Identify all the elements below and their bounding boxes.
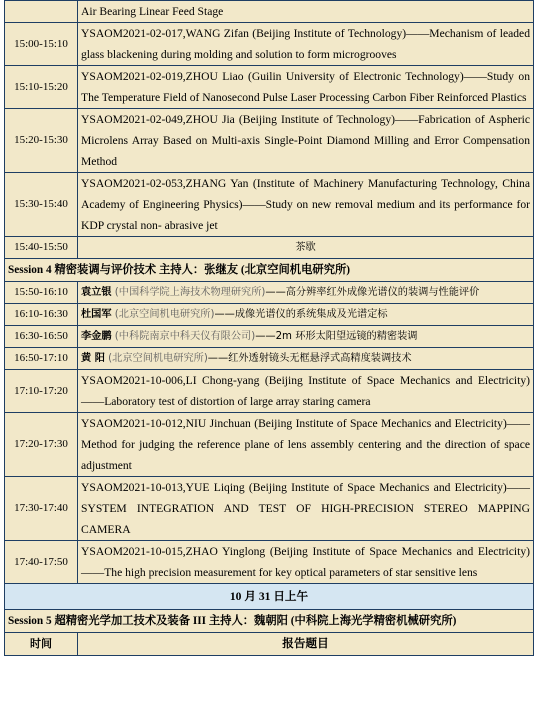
talk-title xyxy=(78,326,534,348)
schedule-table xyxy=(4,0,534,656)
speaker-affiliation: (中国科学院上海技术物理研究所) xyxy=(111,287,266,298)
talk-title: YSAOM2021-10-012,NIU Jinchuan (Beijing Institute of Space Mechanics and Electricity)——Method for judging the reference plane of lens assembly centering and the direction of space adjustment xyxy=(78,413,534,477)
talk-title-cell: Air Bearing Linear Feed Stage xyxy=(78,1,534,23)
talk-row xyxy=(5,326,534,348)
talk-title: YSAOM2021-02-049,ZHOU Jia (Beijing Institute of Technology)——Fabrication of Aspheric Microlens Array Based on Multi-axis Single-Point Diamond Milling and Error Compensation Method xyxy=(78,109,534,173)
header-topic: 报告题目 xyxy=(78,633,534,656)
header-time: 时间 xyxy=(5,633,78,656)
talk-title: YSAOM2021-10-013,YUE Liqing (Beijing Institute of Space Mechanics and Electricity)——SYSTEM INTEGRATION AND TEST OF HIGH-PRECISION STEREO MAPPING CAMERA xyxy=(78,477,534,541)
talk-row xyxy=(5,477,534,541)
day-label: 10 月 31 日上午 xyxy=(5,584,534,610)
table-header-row xyxy=(5,633,534,656)
speaker-name: 杜国军 xyxy=(81,309,112,320)
session-5-row xyxy=(5,610,534,633)
talk-title: YSAOM2021-02-019,ZHOU Liao (Guilin University of Electronic Technology)——Study on The Temperature Field of Nanosecond Pulse Laser Processing Carbon Fiber Reinforced Plastics xyxy=(78,66,534,109)
time-cell xyxy=(5,1,78,23)
speaker-affiliation: (中科院南京中科天仪有限公司) xyxy=(111,331,256,342)
talk-group-chinese xyxy=(5,282,534,370)
speaker-affiliation: (北京空间机电研究所) xyxy=(111,309,215,320)
talk-title: YSAOM2021-02-017,WANG Zifan (Beijing Institute of Technology)——Mechanism of leaded glass blackening during molding and solution to form microgrooves xyxy=(78,23,534,66)
talk-time: 15:50-16:10 xyxy=(5,282,78,304)
talk-row xyxy=(5,109,534,173)
schedule-row-continued xyxy=(5,1,534,23)
talk-row xyxy=(5,348,534,370)
talk-time: 16:30-16:50 xyxy=(5,326,78,348)
talk-topic: ——红外透射镜头无框悬浮式高精度装调技术 xyxy=(207,353,412,364)
talk-title xyxy=(78,282,534,304)
talk-row xyxy=(5,66,534,109)
session-5-title: Session 5 超精密光学加工技术及装备 III 主持人：魏朝阳 (中科院上海光学精密机械研究所) xyxy=(5,610,534,633)
talk-time: 15:20-15:30 xyxy=(5,109,78,173)
talk-row xyxy=(5,370,534,413)
talk-title xyxy=(78,348,534,370)
talk-topic: ——成像光谱仪的系统集成及光谱定标 xyxy=(214,309,388,320)
talk-group-english-2 xyxy=(5,370,534,584)
talk-title xyxy=(78,304,534,326)
talk-time: 15:30-15:40 xyxy=(5,173,78,237)
break-label: 茶歇 xyxy=(78,237,534,259)
talk-time: 17:30-17:40 xyxy=(5,477,78,541)
break-row xyxy=(5,237,534,259)
talk-time: 17:20-17:30 xyxy=(5,413,78,477)
talk-title: YSAOM2021-02-053,ZHANG Yan (Institute of Machinery Manufacturing Technology, China Academy of Engineering Physics)——Study on new removal medium and its performance for KDP crystal non- abrasive jet xyxy=(78,173,534,237)
talk-title: YSAOM2021-10-015,ZHAO Yinglong (Beijing Institute of Space Mechanics and Electricity)——The high precision measurement for key optical parameters of star sensitive lens xyxy=(78,541,534,584)
talk-topic: ——2m 环形太阳望远镜的精密装调 xyxy=(255,331,418,342)
speaker-name: 李金鹏 xyxy=(81,331,112,342)
speaker-affiliation: (北京空间机电研究所) xyxy=(104,353,208,364)
day-row xyxy=(5,584,534,610)
talk-title: YSAOM2021-10-006,LI Chong-yang (Beijing Institute of Space Mechanics and Electricity)——Laboratory test of distortion of large array staring camera xyxy=(78,370,534,413)
talk-row xyxy=(5,173,534,237)
session-4-title: Session 4 精密装调与评价技术 主持人：张继友 (北京空间机电研究所) xyxy=(5,259,534,282)
talk-row xyxy=(5,413,534,477)
talk-time: 17:40-17:50 xyxy=(5,541,78,584)
break-time: 15:40-15:50 xyxy=(5,237,78,259)
talk-time: 17:10-17:20 xyxy=(5,370,78,413)
talk-row xyxy=(5,282,534,304)
talk-time: 16:50-17:10 xyxy=(5,348,78,370)
talk-topic: ——高分辨率红外成像光谱仪的装调与性能评价 xyxy=(265,287,480,298)
talk-group-english-1 xyxy=(5,23,534,237)
talk-time: 15:10-15:20 xyxy=(5,66,78,109)
session-4-row xyxy=(5,259,534,282)
talk-row xyxy=(5,541,534,584)
speaker-name: 袁立银 xyxy=(81,287,112,298)
talk-row xyxy=(5,304,534,326)
speaker-name: 黄 阳 xyxy=(81,353,105,364)
talk-time: 16:10-16:30 xyxy=(5,304,78,326)
talk-row xyxy=(5,23,534,66)
talk-time: 15:00-15:10 xyxy=(5,23,78,66)
